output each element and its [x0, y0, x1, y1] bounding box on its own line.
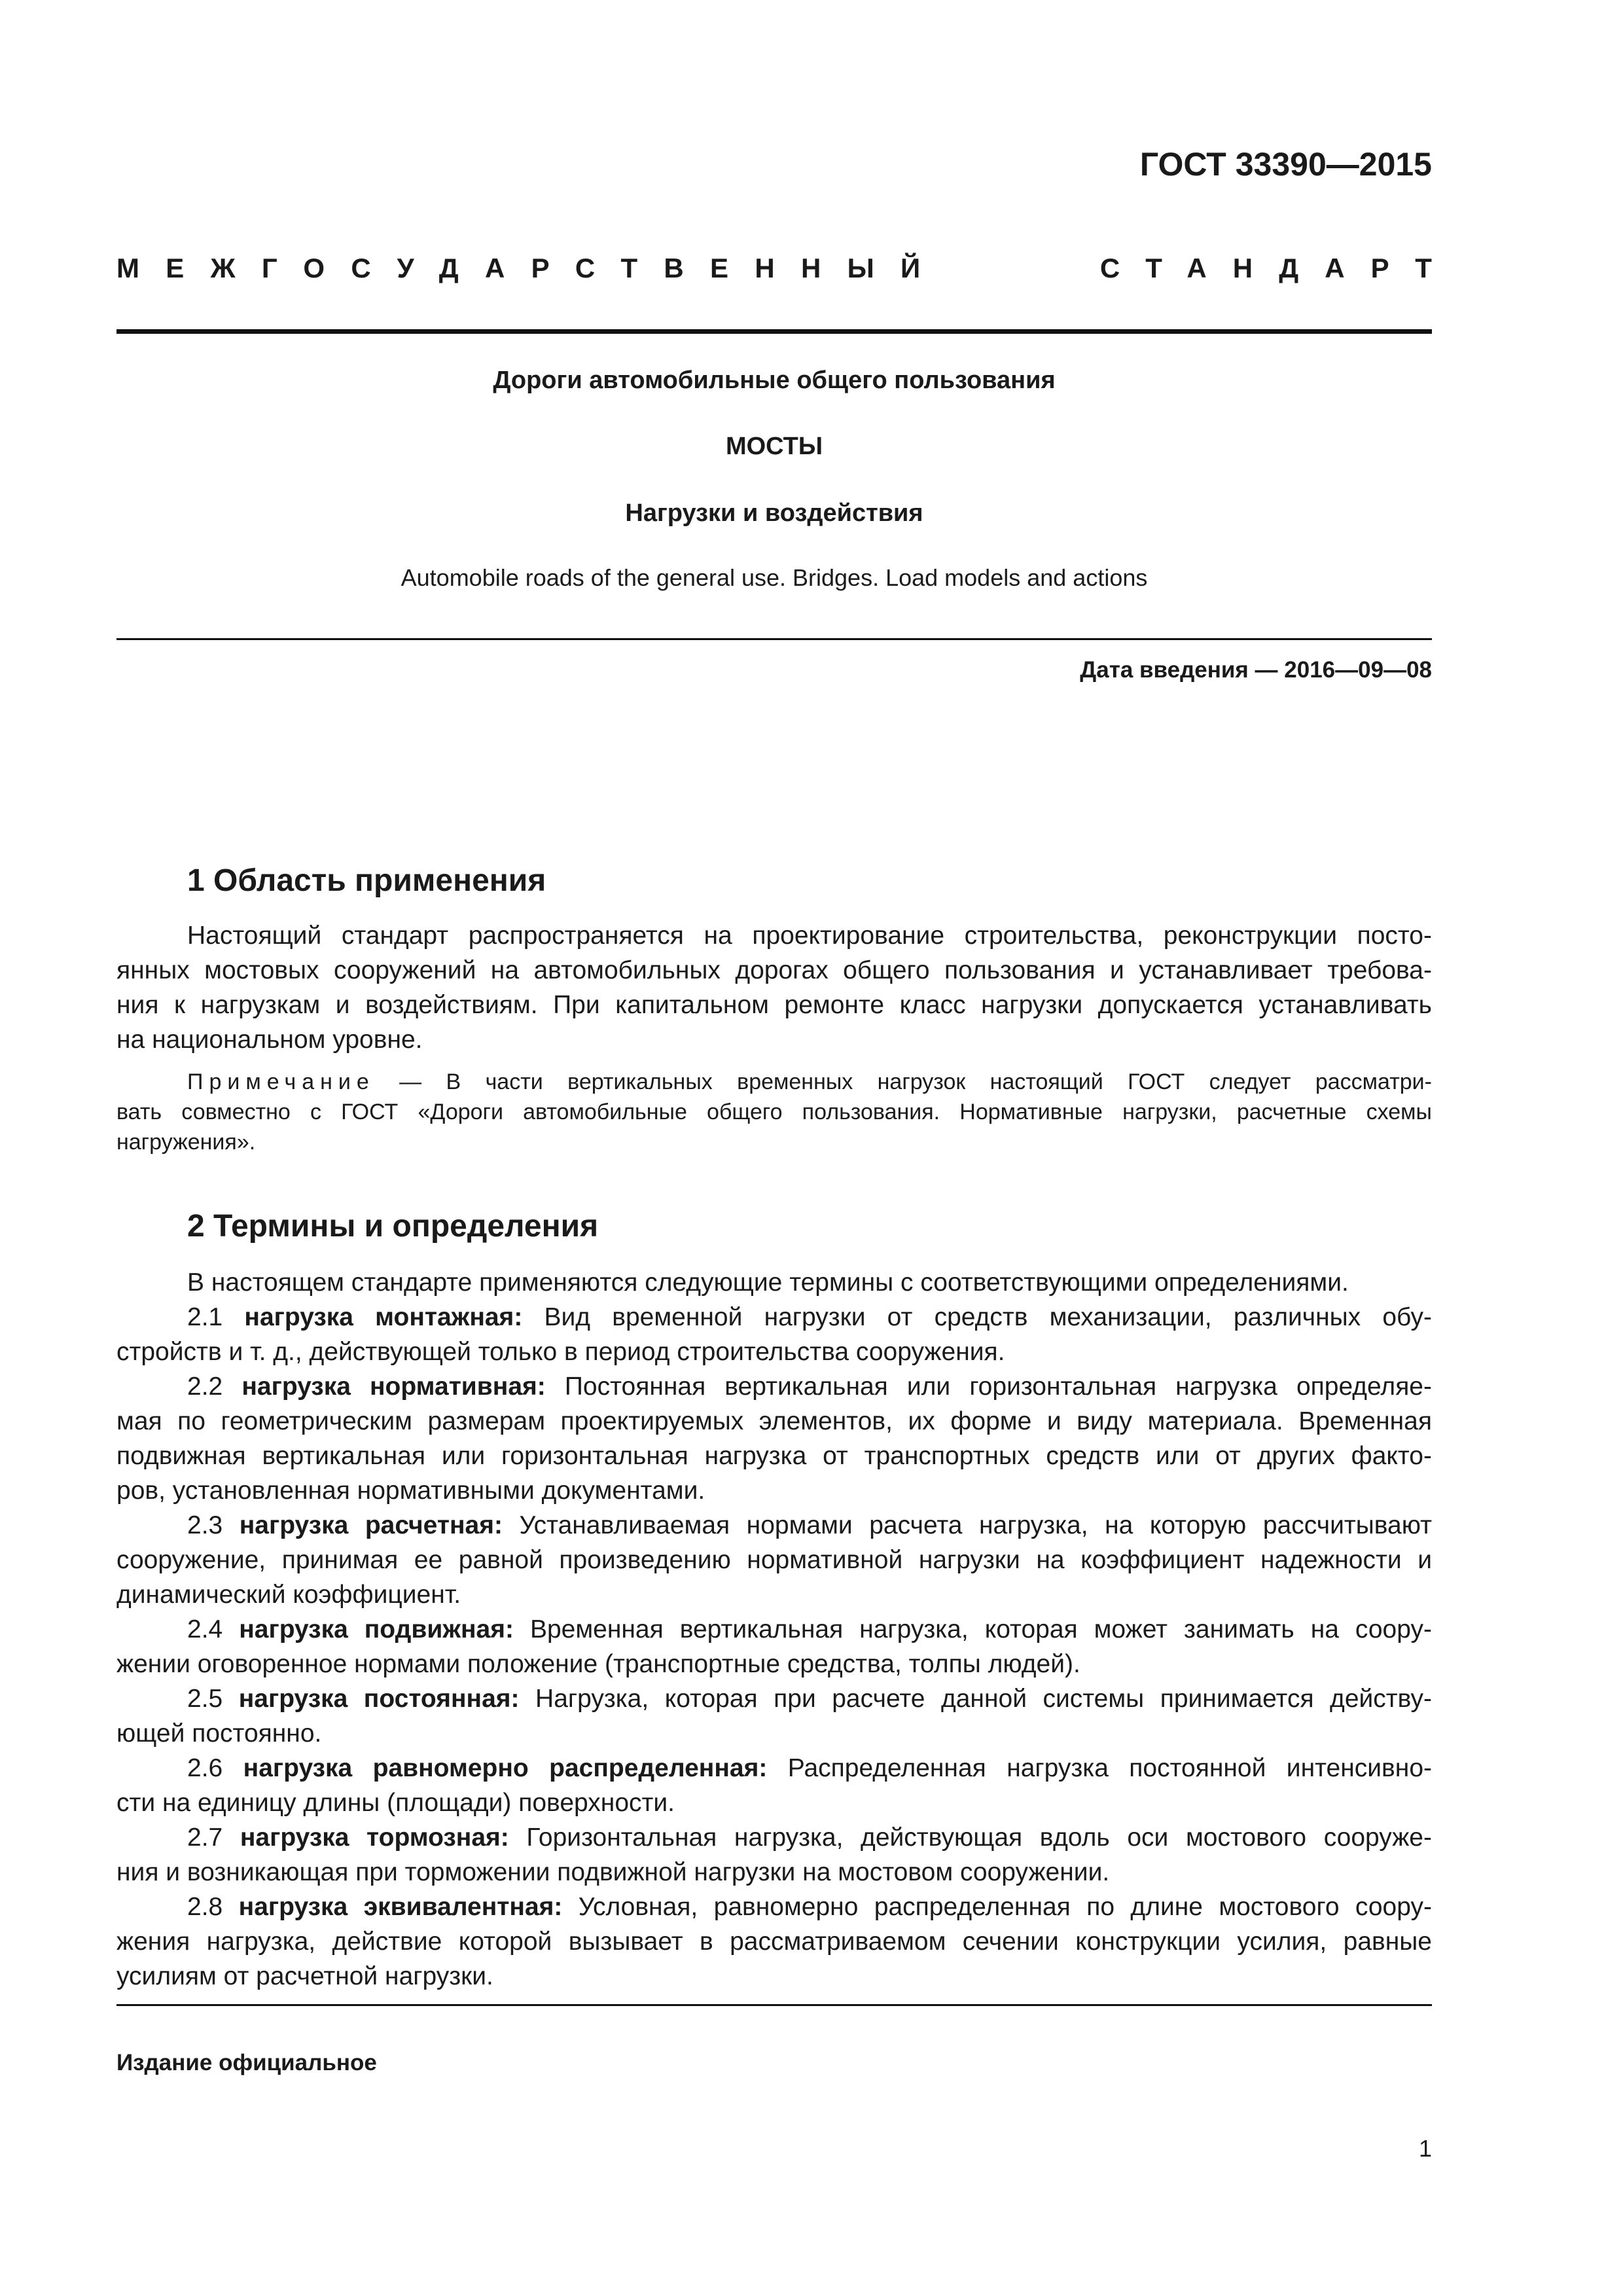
official-edition-label: Издание официальное [116, 2050, 377, 2075]
term-number: 2.2 [187, 1372, 223, 1401]
note-line [116, 1067, 1432, 1097]
term-name: нагрузка расчетная: [239, 1511, 503, 1539]
term-definition-line: усилиям от расчетной нагрузки. [116, 1962, 493, 1990]
term-name: нагрузка подвижная: [239, 1615, 514, 1643]
note-text: — В части вертикальных временных нагрузок настоящий ГОСТ следует рассматри- [374, 1069, 1432, 1094]
english-title: Automobile roads of the general use. Bridges. Load models and actions [401, 564, 1148, 591]
term-definition-text: Временная вертикальная нагрузка, которая может занимать на соору- [513, 1615, 1432, 1643]
title-line-2: МОСТЫ [725, 433, 823, 460]
title-rule [116, 638, 1432, 640]
note-line: нагружения». [116, 1130, 256, 1155]
term-definition-line: ющей постоянно. [116, 1719, 322, 1748]
footer-rule [116, 2004, 1432, 2006]
term-name: нагрузка тормозная: [240, 1823, 509, 1852]
paragraph-line: на национальном уровне. [116, 1026, 423, 1054]
term-number: 2.6 [187, 1754, 223, 1782]
note-label: Примечание [187, 1069, 375, 1094]
title-line-3: Нагрузки и воздействия [625, 499, 923, 527]
term-name: нагрузка постоянная: [238, 1685, 520, 1713]
term-number: 2.4 [187, 1615, 223, 1643]
term-name: нагрузка нормативная: [241, 1372, 546, 1401]
term-definition-text: Нагрузка, которая при расчете данной системы принимается действу- [519, 1685, 1433, 1713]
term-number: 2.1 [187, 1303, 223, 1331]
term-definition-line: жении оговоренное нормами положение (транспортные средства, толпы людей). [116, 1650, 1080, 1678]
term-name: нагрузка эквивалентная: [238, 1893, 563, 1921]
term-definition-first-line [116, 1508, 1432, 1543]
header-rule [116, 329, 1432, 334]
section-1-paragraph [116, 918, 1432, 1057]
section-2-intro: В настоящем стандарте применяются следующие термины с соответствующими определениями. [187, 1268, 1349, 1297]
standard-word: СТАНДАРТ [1099, 253, 1458, 283]
term-definition-text: Устанавливаемая нормами расчета нагрузка, на которую рассчитывают [502, 1511, 1432, 1539]
term-definition-first-line [116, 1890, 1432, 1924]
interstate-standard-heading [116, 249, 1458, 288]
paragraph-line: ния к нагрузкам и воздействиям. При капитальном ремонте класс нагрузки допускается устанавливать [116, 991, 1432, 1019]
term-name: нагрузка равномерно распределенная: [243, 1754, 768, 1782]
term-number: 2.3 [187, 1511, 223, 1539]
section-2-title: 2 Термины и определения [187, 1209, 599, 1244]
standard-code: ГОСТ 33390—2015 [1139, 146, 1432, 183]
term-definition-line: стройств и т. д., действующей только в период строительства сооружения. [116, 1338, 1005, 1366]
term-definition-text: Постоянная вертикальная или горизонтальная нагрузка определяе- [545, 1372, 1432, 1401]
paragraph-line: янных мостовых сооружений на автомобильных дорогах общего пользования и устанавливает требова- [116, 956, 1432, 984]
term-definition-first-line [116, 1369, 1432, 1404]
term-definition-text: Распределенная нагрузка постоянной интенсивно- [767, 1754, 1432, 1782]
term-definition-first-line [116, 1820, 1432, 1855]
term-definition-line: сооружение, принимая ее равной произведению нормативной нагрузки на коэффициент надежности и [116, 1546, 1432, 1574]
term-number: 2.7 [187, 1823, 223, 1852]
term-name: нагрузка монтажная: [244, 1303, 523, 1331]
term-definition-line: ния и возникающая при торможении подвижной нагрузки на мостовом сооружении. [116, 1858, 1110, 1886]
interstate-word: МЕЖГОСУДАРСТВЕННЫЙ [116, 253, 947, 283]
section-1-note [116, 1067, 1432, 1157]
term-definition-text: Вид временной нагрузки от средств механизации, различных обу- [522, 1303, 1432, 1331]
title-line-1: Дороги автомобильные общего пользования [493, 367, 1056, 394]
section-2-body [116, 1265, 1432, 1994]
paragraph-line: Настоящий стандарт распространяется на проектирование строительства, реконструкции посто- [187, 922, 1432, 950]
term-definition-text: Горизонтальная нагрузка, действующая вдоль оси мостового сооруже- [508, 1823, 1432, 1852]
term-definition-line: мая по геометрическим размерам проектируемых элементов, их форме и виду материала. Временная [116, 1407, 1432, 1435]
term-definition-first-line [116, 1300, 1432, 1335]
section-1-title: 1 Область применения [187, 863, 546, 898]
term-number: 2.8 [187, 1893, 223, 1921]
term-definition-line: жения нагрузка, действие которой вызывает в рассматриваемом сечении конструкции усилия, равные [116, 1928, 1432, 1956]
introduction-date: Дата введения — 2016—09—08 [1080, 657, 1432, 683]
term-definition-text: Условная, равномерно распределенная по длине мостового соору- [562, 1893, 1432, 1921]
term-definition-line: ров, установленная нормативными документами. [116, 1477, 705, 1505]
term-number: 2.5 [187, 1685, 223, 1713]
note-line: вать совместно с ГОСТ «Дороги автомобильные общего пользования. Нормативные нагрузки, расчетные схемы [116, 1100, 1432, 1124]
term-definition-line: динамический коэффициент. [116, 1581, 461, 1609]
term-definition-first-line [116, 1612, 1432, 1647]
term-definition-line: сти на единицу длины (площади) поверхности. [116, 1789, 675, 1817]
term-definition-first-line [116, 1751, 1432, 1785]
page-number: 1 [1418, 2135, 1432, 2162]
term-definition-first-line [116, 1681, 1432, 1716]
term-definition-line: подвижная вертикальная или горизонтальная нагрузка от транспортных средств или от других факто- [116, 1442, 1432, 1470]
